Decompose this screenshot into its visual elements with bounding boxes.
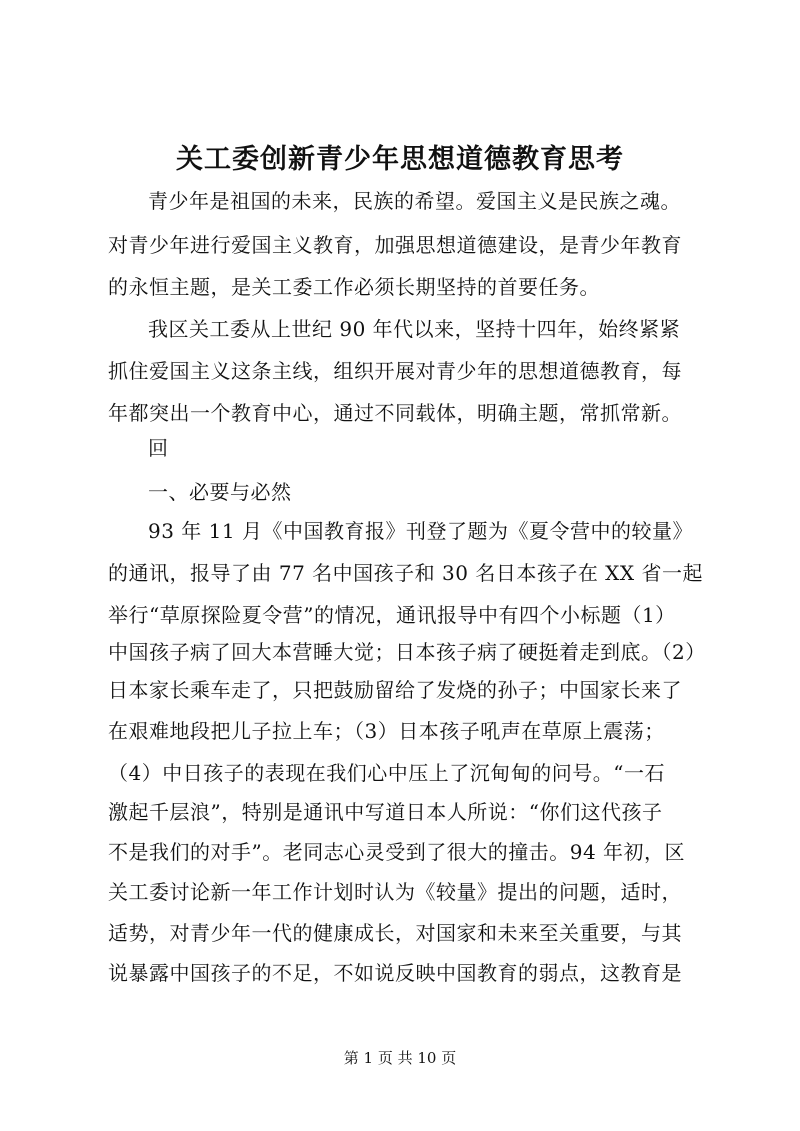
text-line: 的通讯，报导了由 77 名中国孩子和 30 名日本孩子在 XX 省一起 — [108, 561, 704, 585]
text-line: 93 年 11 月《中国教育报》刊登了题为《夏令营中的较量》 — [148, 519, 693, 543]
page-footer: 第 1 页 共 10 页 — [343, 1049, 457, 1067]
text-line: 关工委讨论新一年工作计划时认为《较量》提出的问题，适时， — [108, 880, 682, 904]
section-heading: 一、必要与必然 — [148, 480, 292, 504]
text-line: （4）中日孩子的表现在我们心中压上了沉甸甸的问号。“一石 — [108, 761, 665, 785]
text-line: 举行“草原探险夏令营”的情况，通讯报导中有四个小标题（1） — [108, 603, 676, 627]
text-line: 激起千层浪”，特别是通讯中写道日本人所说：“你们这代孩子 — [108, 800, 663, 824]
text-line: 中国孩子病了回大本营睡大觉；日本孩子病了硬挺着走到底。（2） — [108, 640, 706, 664]
text-line: 对青少年进行爱国主义教育，加强思想道德建设，是青少年教育 — [108, 233, 682, 257]
text-line: 年都突出一个教育中心，通过不同载体，明确主题，常抓常新。 — [108, 401, 682, 425]
text-line: 的永恒主题，是关工委工作必须长期坚持的首要任务。 — [108, 275, 600, 299]
text-line: 说暴露中国孩子的不足，不如说反映中国教育的弱点，这教育是 — [108, 961, 682, 985]
text-line: 适势，对青少年一代的健康成长，对国家和未来至关重要，与其 — [108, 921, 682, 945]
text-line: 抓住爱国主义这条主线，组织开展对青少年的思想道德教育，每 — [108, 359, 682, 383]
text-line: 不是我们的对手”。老同志心灵受到了很大的撞击。94 年初，区 — [108, 840, 686, 864]
text-line: 回 — [148, 436, 169, 460]
text-line: 青少年是祖国的未来，民族的希望。爱国主义是民族之魂。 — [148, 189, 681, 213]
text-line: 我区关工委从上世纪 90 年代以来，坚持十四年，始终紧紧 — [148, 317, 681, 341]
text-line: 在艰难地段把儿子拉上车；（3）日本孩子吼声在草原上震荡； — [108, 719, 665, 743]
text-line: 日本家长乘车走了，只把鼓励留给了发烧的孙子；中国家长来了 — [108, 678, 682, 702]
document-title: 关工委创新青少年思想道德教育思考 — [176, 144, 624, 175]
